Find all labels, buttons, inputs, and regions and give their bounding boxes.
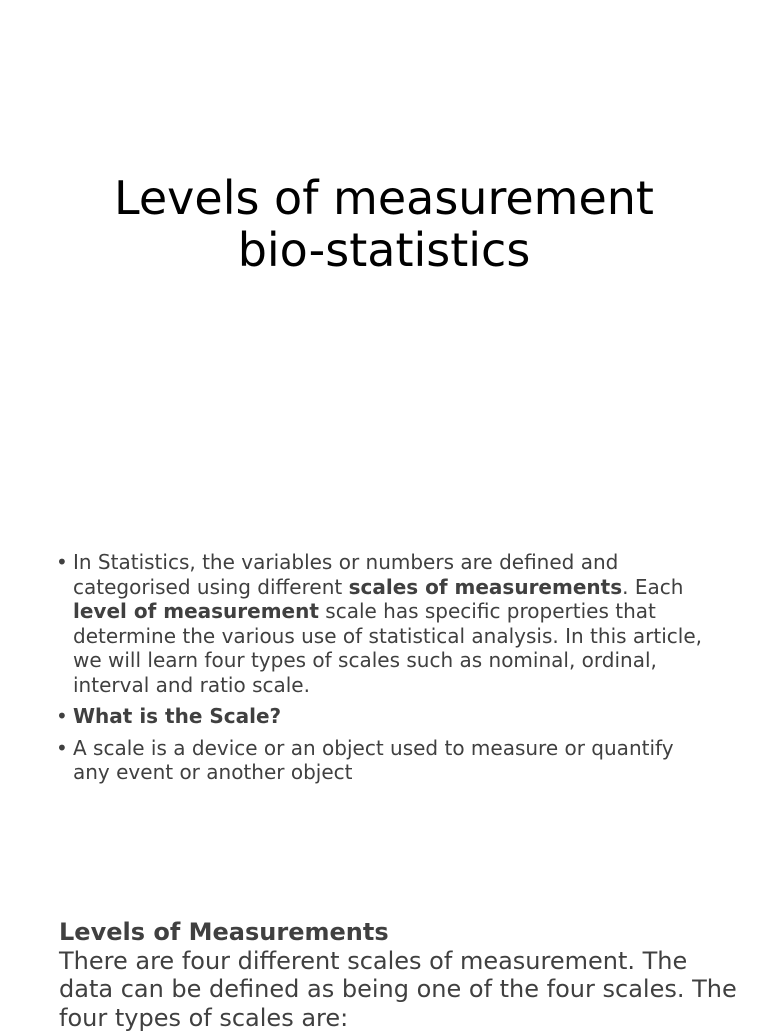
- bullet-bold-text: level of measurement: [73, 599, 319, 623]
- bullet-text: . Each: [622, 575, 683, 599]
- bullet-item-scales-intro: [56, 550, 716, 697]
- bullet-text: A scale is a device or an object used to measure or quantify any event or another object: [73, 736, 674, 785]
- bullet-list: [56, 550, 716, 792]
- bullet-bold-text: What is the Scale?: [73, 704, 281, 728]
- slide-title-line-2: bio-statistics: [0, 224, 768, 276]
- section-heading: Levels of Measurements: [59, 918, 739, 947]
- slide-title: [0, 172, 768, 276]
- bullet-bold-text: scales of measurements: [349, 575, 623, 599]
- bullet-item-scale-definition: [56, 736, 716, 785]
- slide-title-line-1: Levels of measurement: [0, 172, 768, 224]
- bullet-text: scale has specific properties that determine the various use of statistical analysis. In this article, we will learn four types of scales such as nominal, ordinal, interval and ratio scale.: [73, 599, 702, 697]
- section-body: There are four different scales of measurement. The data can be defined as being one of the four scales. The four types of scales are:: [59, 947, 739, 1032]
- bullet-item-what-is-scale: [56, 704, 716, 729]
- levels-section: [59, 918, 739, 1032]
- bullet-text: In Statistics, the variables or numbers are defined and categorised using different: [73, 550, 618, 599]
